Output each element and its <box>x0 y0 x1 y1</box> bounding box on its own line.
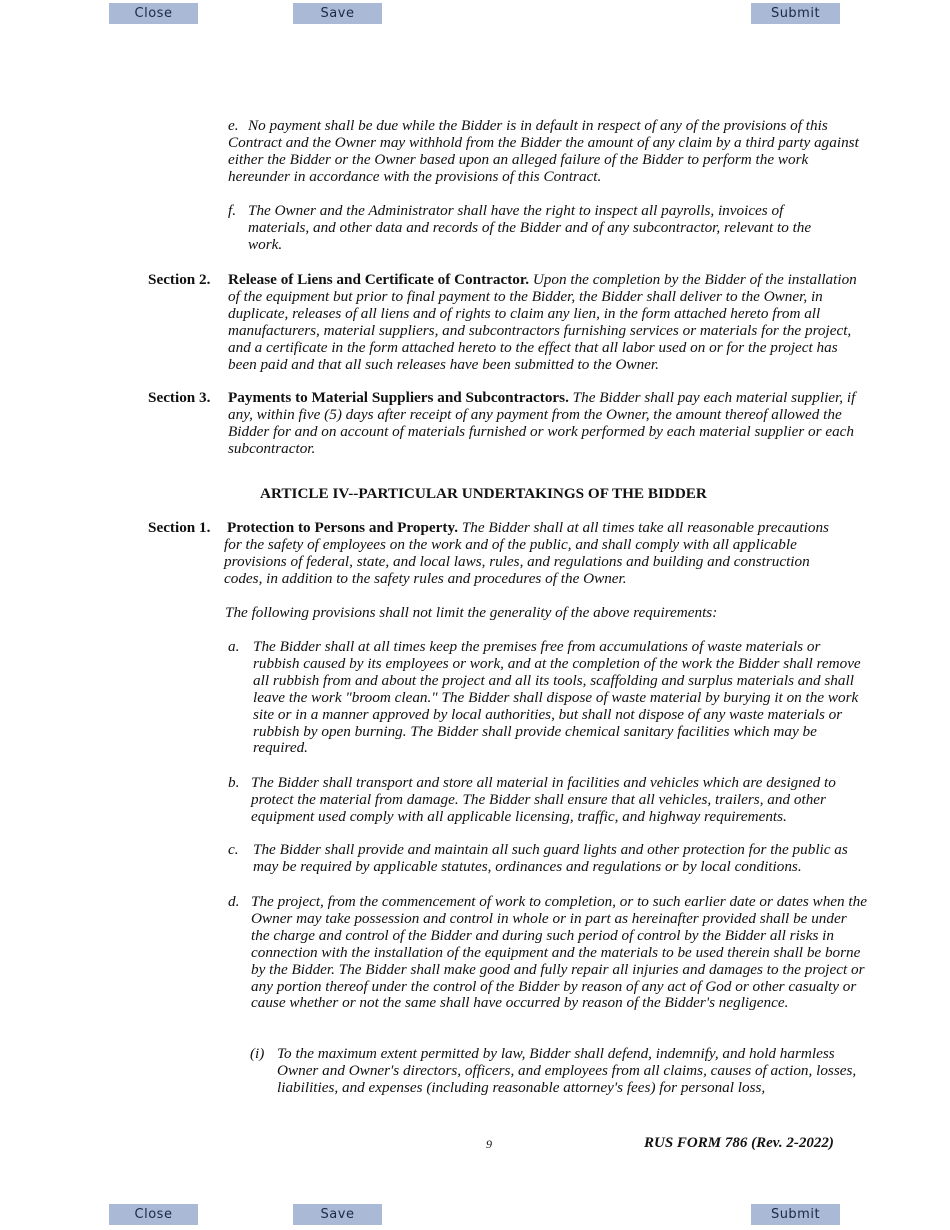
item-b-text: The Bidder shall transport and store all material in facilities and vehicles which are designed to protect the material from damage. The Bidder shall ensure that all vehicles, trailers, and other equipment used comply with all applicable licensing, traffic, and highway requirements. <box>251 774 836 825</box>
submit-button-top[interactable]: Submit <box>751 3 840 24</box>
section-2-body: Upon the completion by the Bidder of the installation of the equipment but prior to final payment to the Bidder, the Bidder shall deliver to the Owner, in duplicate, releases of all liens and of rights to claim any lien, in the form attached hereto from all manufacturers, material suppliers, and subcontractors furnishing services or materials for the project, and a certificate in the form attached hereto to the effect that all labor used on or for the project has been paid and that all such releases have been submitted to the Owner. <box>228 271 857 373</box>
item-f-label: f. <box>228 202 237 219</box>
article-heading: ARTICLE IV--PARTICULAR UNDERTAKINGS OF THE BIDDER <box>260 485 707 502</box>
item-f-text: The Owner and the Administrator shall have the right to inspect all payrolls, invoices of materials, and other data and records of the Bidder and of any subcontractor, relevant to the work. <box>248 202 812 253</box>
close-button-top[interactable]: Close <box>109 3 198 24</box>
section-2-number: Section 2. <box>148 271 211 288</box>
following-provisions: The following provisions shall not limit the generality of the above requirements: <box>225 604 718 621</box>
item-d-label: d. <box>228 893 240 910</box>
item-e-body: No payment shall be due while the Bidder is in default in respect of any of the provisions of this Contract and the Owner may withhold from the Bidder the amount of any claim by a third party against either the Bidder or the Owner based upon an alleged failure of the Bidder to perform the work hereunder in accordance with the provisions of this Contract. <box>228 117 859 185</box>
page-number: 9 <box>486 1137 492 1151</box>
section-1-number: Section 1. <box>148 519 211 536</box>
item-a-label: a. <box>228 638 240 655</box>
item-a-text: The Bidder shall at all times keep the premises free from accumulations of waste materials or rubbish caused by its employees or work, and at the completion of the work the Bidder shall remove all rubbish from and about the project and all its tools, scaffolding and surplus materials and shall leave the work "broom clean." The Bidder shall dispose of waste material by burying it on the work site or in a manner approved by local authorities, but shall not dispose of any waste materials or rubbish by open burning. The Bidder shall provide chemical sanitary facilities which may be required. <box>253 638 861 757</box>
section-3-number: Section 3. <box>148 389 211 406</box>
close-button-bottom[interactable]: Close <box>109 1204 198 1225</box>
submit-button-bottom[interactable]: Submit <box>751 1204 840 1225</box>
item-e-label: e. <box>228 117 239 134</box>
section-3-title: Payments to Material Suppliers and Subcontractors. <box>228 389 569 406</box>
section-2-text <box>228 272 870 373</box>
form-identifier: RUS FORM 786 (Rev. 2-2022) <box>644 1135 834 1151</box>
save-button-bottom[interactable]: Save <box>293 1204 382 1225</box>
item-e-text <box>228 118 860 186</box>
section-3-text <box>228 390 864 458</box>
section-1-text <box>224 520 850 588</box>
item-c-label: c. <box>228 841 239 858</box>
section-3-body: The Bidder shall pay each material supplier, if any, within five (5) days after receipt of any payment from the Owner, the amount thereof allowed the Bidder for and on account of materials furnished or work performed by each material supplier or each subcontractor. <box>228 389 856 457</box>
item-d-text: The project, from the commencement of work to completion, or to such earlier date or dates when the Owner may take possession and control in whole or in part as hereinafter provided shall be under the charge and control of the Bidder and during such period of control by the Bidder all risks in connection with the installation of the equipment and the materials to be used therein shall be borne by the Bidder. The Bidder shall make good and fully repair all injuries and damages to the project or any portion thereof under the control of the Bidder by reason of any act of God or other casualty or cause whether or not the same shall have occurred by reason of the Bidder's negligence. <box>251 893 867 1012</box>
item-b-label: b. <box>228 774 240 791</box>
section-2-title: Release of Liens and Certificate of Contractor. <box>228 271 530 288</box>
section-1-title: Protection to Persons and Property. <box>227 519 459 536</box>
save-button-top[interactable]: Save <box>293 3 382 24</box>
sub-item-i-label: (i) <box>250 1045 265 1062</box>
item-c-text: The Bidder shall provide and maintain all such guard lights and other protection for the public as may be required by applicable statutes, ordinances and regulations or by local conditions. <box>253 841 848 875</box>
sub-item-i-text: To the maximum extent permitted by law, Bidder shall defend, indemnify, and hold harmless Owner and Owner's directors, officers, and employees from all claims, causes of action, losses, liabilities, and expenses (including reasonable attorney's fees) for personal loss, <box>277 1045 857 1096</box>
section-1-body: The Bidder shall at all times take all reasonable precautions for the safety of employees on the work and of the public, and shall comply with all applicable provisions of federal, state, and local laws, rules, and regulations and building and construction codes, in addition to the safety rules and procedures of the Owner. <box>224 519 829 587</box>
